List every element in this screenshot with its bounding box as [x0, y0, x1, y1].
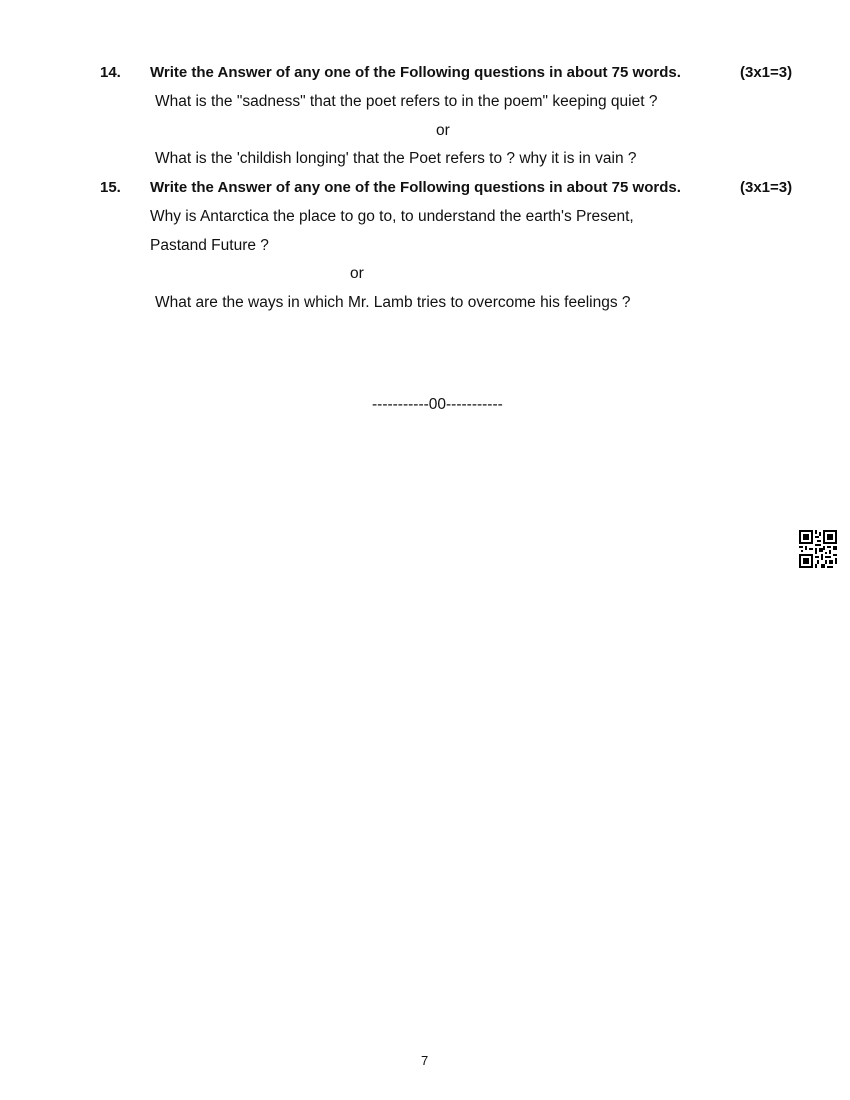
- end-marker: -----------00-----------: [372, 396, 503, 413]
- question-14-option-a: What is the "sadness" that the poet refers to in the poem" keeping quiet ?: [155, 93, 658, 110]
- question-14-or-separator: or: [436, 122, 450, 139]
- question-15-option-a-line1: Why is Antarctica the place to go to, to understand the earth's Present,: [150, 208, 634, 225]
- question-14-heading: Write the Answer of any one of the Following questions in about 75 words.: [150, 64, 681, 81]
- question-15-heading: Write the Answer of any one of the Following questions in about 75 words.: [150, 179, 681, 196]
- question-15-option-b: What are the ways in which Mr. Lamb tries to overcome his feelings ?: [155, 294, 631, 311]
- page-number: 7: [421, 1053, 429, 1068]
- question-14-number: 14.: [100, 64, 121, 81]
- question-14-option-b: What is the 'childish longing' that the Poet refers to ? why it is in vain ?: [155, 150, 637, 167]
- question-15-option-a-line2: Pastand Future ?: [150, 237, 269, 254]
- question-15-or-separator: or: [350, 265, 364, 282]
- question-14-marks: (3x1=3): [740, 64, 793, 81]
- qr-code-icon: [799, 530, 837, 568]
- question-15-marks: (3x1=3): [740, 179, 793, 196]
- question-15-number: 15.: [100, 179, 121, 196]
